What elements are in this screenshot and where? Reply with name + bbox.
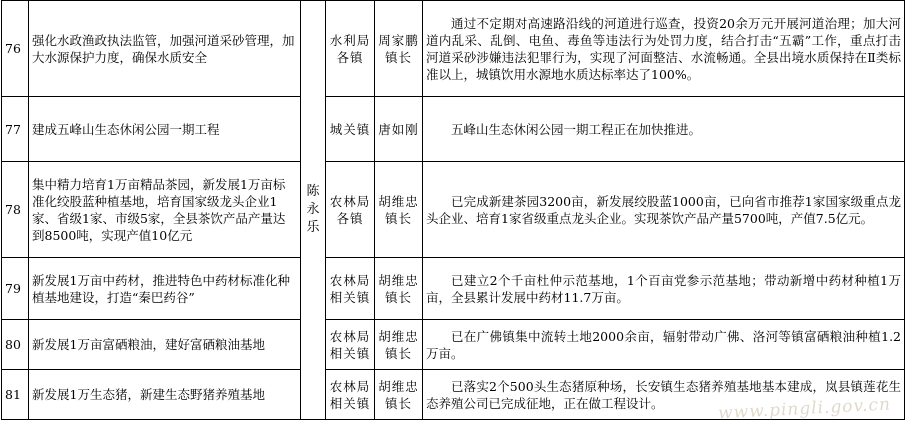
task-description: 新发展1万亩富硒粮油，建好富硒粮油基地 (29, 320, 301, 370)
row-number: 79 (2, 258, 29, 320)
responsible-unit: 农林局各镇 (326, 162, 375, 258)
responsible-unit: 水利局各镇 (326, 1, 375, 97)
row-number: 78 (2, 162, 29, 258)
row-number: 81 (2, 370, 29, 420)
table-row (2, 320, 905, 370)
site-watermark: www.pingli.gov.cn (717, 394, 892, 424)
responsible-unit: 农林局相关镇 (326, 370, 375, 420)
progress-text: 已建立2个千亩杜仲示范基地，1个百亩党参示范基地；带动新增中药材种植1万亩，全县累计发展中药材11.7万亩。 (423, 258, 905, 320)
responsible-person: 周家鹏镇长 (375, 1, 423, 97)
table-row (2, 162, 905, 258)
row-number: 80 (2, 320, 29, 370)
leader-name: 陈永乐 (306, 184, 320, 235)
progress-text: 已完成新建茶园3200亩，新发展绞股蓝1000亩，已向省市推荐1家国家级重点龙头企业、培育1家省级重点龙头企业。实现茶饮产品产量5700吨，产值7.5亿元。 (423, 162, 905, 258)
responsible-unit: 城关镇 (326, 97, 375, 162)
responsible-unit: 农林局相关镇 (326, 258, 375, 320)
responsible-unit: 农林局相关镇 (326, 320, 375, 370)
responsible-person: 胡维忠镇长 (375, 258, 423, 320)
task-description: 集中精力培育1万亩精品茶园，新发展1万亩标准化绞股蓝种植基地，培育国家级龙头企业1家、省级1家、市级5家，全县茶饮产品产量达到8500吨，实现产值10亿元 (29, 162, 301, 258)
task-description: 新发展1万生态猪，新建生态野猪养殖基地 (29, 370, 301, 420)
leader-cell (301, 1, 326, 420)
row-number: 77 (2, 97, 29, 162)
progress-text: 已落实2个500头生态猪原种场，长安镇生态猪养殖基地基本建成，岚县镇莲花生态养殖公司已完成征地，正在做工程设计。 (423, 370, 905, 420)
task-description: 建成五峰山生态休闲公园一期工程 (29, 97, 301, 162)
table-row (2, 370, 905, 420)
table-row (2, 258, 905, 320)
task-description: 强化水政渔政执法监管，加强河道采砂管理，加大水源保护力度，确保水质安全 (29, 1, 301, 97)
progress-text: 通过不定期对高速路沿线的河道进行巡查，投资20余万元开展河道治理；加大河道内乱采、乱倒、电鱼、毒鱼等违法行为处罚力度，结合打击“五霸”工作，重点打击河道采砂涉嫌违法犯罪行为，实现了河面整洁、水流畅通。全县出境水质保持在Ⅱ类标准以上，城镇饮用水源地水质达标率达了100%。 (423, 1, 905, 97)
table-row (2, 97, 905, 162)
responsible-person: 唐如刚 (375, 97, 423, 162)
table-row (2, 1, 905, 97)
progress-table (1, 0, 905, 420)
responsible-person: 胡维忠镇长 (375, 162, 423, 258)
progress-text: 已在广佛镇集中流转土地2000余亩，辐射带动广佛、洛河等镇富硒粮油种植1.2万亩。 (423, 320, 905, 370)
task-description: 新发展1万亩中药材，推进特色中药材标准化种植基地建设，打造“秦巴药谷” (29, 258, 301, 320)
responsible-person: 胡维忠镇长 (375, 320, 423, 370)
progress-text: 五峰山生态休闲公园一期工程正在加快推进。 (423, 97, 905, 162)
row-number: 76 (2, 1, 29, 97)
responsible-person: 胡维忠镇长 (375, 370, 423, 420)
